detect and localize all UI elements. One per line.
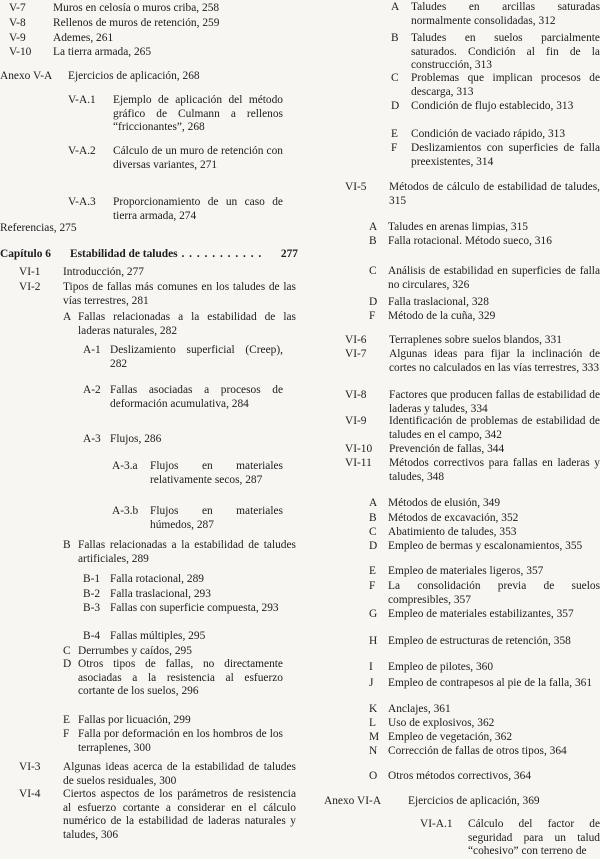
toc-entry-text: Fallas por licuación,: [78, 714, 171, 726]
toc-entry-text: Métodos correctivos para fallas en laderas y taludes,: [389, 457, 600, 483]
toc-entry-number: B: [369, 512, 377, 524]
toc-entry-title: [388, 608, 600, 622]
toc-entry-page: 333: [581, 361, 600, 374]
toc-entry-number: A: [391, 1, 400, 13]
toc-entry-page: 342: [484, 428, 502, 441]
toc-entry-text: Ciertos aspectos de los parámetros de resistencia al esfuerzo cortante a considerar en el cálculo numérico de la estabilidad de laderas naturales y taludes,: [63, 788, 296, 841]
toc-entry-number: B-2: [83, 588, 101, 600]
toc-entry-number: I: [369, 661, 373, 673]
toc-entry-text: Cálculo de un muro de retención con diversas variantes,: [113, 145, 283, 171]
toc-entry-page: 349: [482, 497, 501, 509]
toc-entry-page: 313: [547, 128, 566, 140]
toc-entry-text: Otros tipos de fallas, no directamente asociadas a la resistencia al esfuerzo cortante de los suelos,: [78, 658, 283, 698]
toc-entry-page: 328: [471, 296, 489, 308]
toc-entry-number: Anexo VI-A: [324, 795, 382, 807]
toc-entry-text: Métodos de cálculo de estabilidad de taludes,: [389, 181, 600, 193]
toc-entry-title: [411, 32, 600, 73]
toc-entry-text: Derrumbes y caídos,: [78, 645, 172, 657]
toc-entry-number: A: [369, 497, 378, 509]
toc-entry-title: [53, 32, 298, 46]
toc-entry-page: 361: [574, 677, 593, 689]
toc-entry-number: B-4: [83, 630, 101, 642]
toc-entry-title: [388, 221, 600, 235]
toc-entry-text: Empleo de vegetación,: [388, 731, 493, 743]
toc-entry-title: [388, 770, 600, 784]
toc-entry-number: C: [369, 526, 377, 538]
toc-entry-number: D: [369, 296, 378, 308]
toc-entry-text: Algunas ideas acerca de la estabilidad de taludes de suelos residuales,: [63, 761, 296, 787]
toc-entry-text: Flujos,: [110, 433, 142, 445]
toc-entry-title: [388, 565, 600, 579]
toc-entry-text: Fallas relacionadas a la estabilidad de taludes artificiales,: [78, 539, 296, 565]
toc-entry-page: 287: [196, 518, 214, 531]
toc-entry-title: [389, 415, 600, 442]
toc-entry-page: 282: [159, 324, 178, 337]
toc-entry-title: [411, 1, 600, 28]
toc-entry-page: 314: [476, 155, 494, 168]
toc-entry-number: VI-10: [345, 443, 373, 455]
toc-entry-number: O: [369, 770, 378, 782]
toc-entry-number: Capítulo 6: [0, 248, 51, 260]
toc-entry-text: Rellenos de muros de retención,: [53, 17, 200, 29]
toc-entry-title: [53, 17, 298, 31]
toc-entry-page: 357: [453, 593, 471, 606]
toc-entry-page: 357: [526, 565, 544, 577]
toc-entry-title: [110, 588, 283, 602]
toc-entry-text: Algunas ideas para fijar la inclinación de cortes no calculados en las vías terrestres,: [389, 348, 600, 374]
toc-entry-text: Falla rotacional. Método sueco,: [388, 235, 532, 247]
toc-entry-title: [389, 457, 600, 484]
toc-entry-page: 353: [499, 526, 517, 538]
toc-entry-text: Introducción,: [63, 266, 125, 278]
toc-entry-page: 315: [510, 221, 528, 233]
toc-entry-page: 331: [544, 334, 562, 346]
toc-entry-page: 281: [131, 294, 149, 307]
toc-entry-number: B-1: [83, 573, 101, 585]
toc-entry-text: Referencias,: [0, 222, 57, 234]
toc-entry-title: [70, 248, 298, 262]
toc-entry-number: A: [63, 311, 72, 323]
toc-entry-title: [150, 460, 283, 487]
toc-entry-text: Estabilidad de taludes: [70, 248, 178, 260]
toc-entry-title: [110, 384, 283, 411]
toc-entry-number: V-7: [9, 2, 26, 14]
toc-entry-number: C: [63, 645, 71, 657]
toc-entry-number: VI-9: [345, 415, 367, 427]
toc-entry-text: La consolidación previa de suelos compresibles,: [388, 580, 600, 606]
toc-entry-text: Empleo de materiales ligeros,: [388, 565, 524, 577]
toc-entry-page: 326: [452, 278, 470, 291]
toc-entry-page: 361: [433, 703, 451, 715]
toc-entry-number: E: [63, 714, 70, 726]
toc-entry-page: 369: [522, 795, 540, 807]
toc-entry-page: 265: [133, 46, 152, 58]
toc-entry-number: VI-A.1: [420, 818, 453, 830]
toc-entry-page: 284: [231, 397, 249, 410]
toc-entry-page: 344: [487, 443, 505, 455]
toc-entry-number: VI-6: [345, 334, 367, 346]
toc-entry-title: [388, 580, 600, 607]
toc-entry-page: 300: [159, 774, 177, 787]
toc-entry-title: [408, 795, 600, 809]
toc-entry-number: A: [369, 221, 378, 233]
toc-entry-page: 313: [474, 59, 492, 72]
toc-entry-page: 277: [280, 248, 298, 260]
toc-entry-number: V-8: [9, 17, 26, 29]
toc-entry-number: A-3.a: [112, 460, 138, 472]
toc-entry-number: D: [391, 100, 400, 112]
toc-entry-text: Otros métodos correctivos,: [388, 770, 512, 782]
toc-entry-number: F: [391, 142, 398, 154]
toc-entry-page: 334: [470, 402, 488, 415]
toc-entry-title: [388, 717, 600, 731]
toc-entry-page: 268: [187, 121, 205, 134]
toc-entry-text: Empleo de estructuras de retención,: [388, 635, 551, 647]
toc-entry-number: A-3: [83, 433, 101, 445]
toc-entry-title: [113, 196, 283, 223]
toc-entry-text: Falla rotacional,: [110, 573, 185, 585]
toc-entry-text: Ejercicios de aplicación,: [68, 70, 180, 82]
toc-entry-title: [389, 389, 600, 416]
toc-entry-number: VI-8: [345, 389, 367, 401]
toc-entry-page: 274: [179, 209, 197, 222]
toc-entry-page: 259: [202, 17, 220, 29]
toc-entry-number: F: [369, 580, 376, 592]
toc-entry-page: 358: [553, 635, 571, 647]
toc-entry-title: [113, 145, 283, 172]
toc-entry-text: La tierra armada,: [53, 46, 132, 58]
toc-entry-number: VI-5: [345, 181, 367, 193]
toc-entry-title: [468, 818, 600, 859]
toc-entry-text: Falla traslacional,: [110, 588, 191, 600]
toc-entry-number: J: [369, 677, 374, 689]
toc-entry-number: C: [391, 72, 399, 84]
toc-entry-title: [388, 677, 600, 691]
toc-entry-number: VI-4: [19, 788, 41, 800]
toc-entry-title: [78, 728, 283, 755]
toc-entry-number: VI-3: [19, 761, 41, 773]
toc-entry-text: Empleo de materiales estabilizantes,: [388, 608, 554, 620]
toc-entry-text: Flujos en materiales húmedos,: [150, 505, 283, 531]
toc-entry-page: 313: [456, 85, 474, 98]
toc-entry-title: [78, 311, 296, 338]
toc-entry-title: [411, 142, 600, 169]
toc-entry-page: 293: [261, 602, 279, 614]
toc-entry-page: 289: [186, 573, 204, 585]
toc-entry-title: [389, 443, 600, 457]
toc-entry-title: [388, 745, 600, 759]
toc-entry-page: 289: [131, 552, 149, 565]
toc-entry-page: 299: [173, 714, 191, 726]
toc-entry-number: V-9: [9, 32, 26, 44]
toc-entry-title: [63, 761, 296, 788]
toc-entry-page: 364: [549, 745, 567, 757]
toc-entry-number: B: [63, 539, 71, 551]
toc-entry-page: 287: [245, 473, 263, 486]
toc-entry-text: Abatimiento de taludes,: [388, 526, 497, 538]
toc-entry-page: 296: [181, 685, 199, 698]
toc-entry-text: Condición de vaciado rápido,: [411, 128, 546, 140]
toc-entry-text: Deslizamientos con superficies de falla preexistentes,: [411, 142, 600, 168]
toc-entry-title: [388, 296, 600, 310]
toc-entry-text: Ademes,: [53, 32, 94, 44]
toc-entry-text: Muros en celosía o muros criba,: [53, 2, 200, 14]
toc-entry-number: E: [369, 565, 376, 577]
toc-entry-text: Proporcionamiento de un caso de tierra armada,: [113, 196, 283, 222]
toc-entry-text: Fallas relacionadas a la estabilidad de las laderas naturales,: [78, 311, 296, 337]
toc-entry-title: [110, 573, 283, 587]
toc-entry-title: [388, 497, 600, 511]
toc-entry-page: 268: [182, 70, 200, 82]
toc-entry-page: 271: [200, 158, 218, 171]
toc-entry-text: Identificación de problemas de estabilidad de taludes en el campo,: [389, 415, 600, 441]
toc-entry-page: 315: [389, 194, 407, 207]
toc-entry-text: Análisis de estabilidad en superficies de falla no circulares,: [388, 265, 600, 291]
toc-entry-number: V-10: [9, 46, 32, 58]
toc-entry-number: N: [369, 745, 378, 757]
toc-entry-text: Deslizamiento superficial (Creep),: [110, 344, 283, 356]
toc-entry-text: Anclajes,: [388, 703, 431, 715]
toc-entry-title: [63, 266, 298, 280]
toc-entry-number: D: [369, 540, 378, 552]
toc-entry-text: Empleo de pilotes,: [388, 661, 474, 673]
toc-entry-number: D: [63, 658, 72, 670]
toc-entry-title: [388, 235, 600, 249]
toc-entry-number: A-2: [83, 384, 101, 396]
toc-entry-text: Terraplenes sobre suelos blandos,: [389, 334, 542, 346]
toc-entry-page: 261: [96, 32, 114, 44]
toc-entry-title: [78, 539, 296, 566]
toc-entry-title: [53, 2, 298, 16]
toc-entry-text: Falla por deformación en los hombros de los terraplenes,: [78, 728, 283, 754]
toc-entry-title: [388, 265, 600, 292]
toc-entry-title: [63, 788, 296, 842]
toc-entry-text: Taludes en suelos parcialmente saturados. Condición al fin de la construcción,: [411, 32, 600, 72]
toc-entry-text: Cálculo del factor de seguridad para un talud “cohesivo” con terreno de: [468, 818, 600, 858]
toc-entry-page: 313: [556, 100, 574, 112]
toc-entry-number: B: [391, 32, 399, 44]
toc-entry-text: Empleo de bermas y escalonamientos,: [388, 540, 563, 552]
toc-entry-text: Factores que producen fallas de estabilidad de laderas y taludes,: [389, 389, 600, 415]
toc-entry-title: [53, 46, 298, 60]
toc-entry-text: Ejemplo de aplicación del método gráfico de Culmann a rellenos “friccionantes”,: [113, 94, 283, 134]
toc-entry-text: Empleo de contrapesos al pie de la falla,: [388, 677, 573, 689]
toc-entry-title: [389, 348, 600, 375]
toc-entry-title: [78, 658, 283, 699]
toc-entry-title: [388, 310, 600, 324]
toc-entry-number: Anexo V-A: [0, 70, 53, 82]
toc-entry-number: K: [369, 703, 378, 715]
toc-entry-page: 275: [59, 222, 77, 234]
toc-entry-text: Prevención de fallas,: [389, 443, 485, 455]
toc-entry-number: V-A.1: [68, 94, 96, 106]
toc-entry-title: [78, 714, 283, 728]
toc-entry-text: Problemas que implican procesos de descarga,: [411, 72, 600, 98]
toc-entry-number: L: [369, 717, 376, 729]
toc-entry-page: 286: [144, 433, 162, 445]
toc-entry-number: VI-7: [345, 348, 367, 360]
toc-entry-title: [411, 100, 600, 114]
toc-entry-page: 316: [534, 235, 552, 247]
toc-entry-page: 277: [126, 266, 144, 278]
toc-entry-title: [0, 222, 298, 236]
toc-entry-page: 295: [188, 630, 206, 642]
toc-entry-page: 355: [565, 540, 583, 552]
toc-entry-page: 282: [110, 357, 128, 370]
toc-entry-number: F: [369, 310, 376, 322]
toc-entry-number: B: [369, 235, 377, 247]
toc-entry-number: B-3: [83, 602, 101, 614]
toc-entry-number: V-A.2: [68, 145, 96, 157]
toc-entry-number: VI-11: [345, 457, 372, 469]
toc-entry-title: [389, 334, 600, 348]
toc-entry-page: 348: [426, 470, 445, 483]
toc-entry-number: A-3.b: [112, 505, 139, 517]
toc-entry-page: 258: [202, 2, 220, 14]
toc-entry-page: 362: [494, 731, 513, 743]
toc-entry-page: 364: [513, 770, 532, 782]
toc-entry-page: 362: [477, 717, 495, 729]
toc-entry-title: [388, 512, 600, 526]
toc-entry-number: V-A.3: [68, 196, 96, 208]
toc-entry-text: Uso de explosivos,: [388, 717, 475, 729]
toc-entry-number: F: [63, 728, 70, 740]
toc-entry-text: Métodos de excavación,: [388, 512, 499, 524]
toc-entry-number: A-1: [83, 344, 101, 356]
toc-entry-title: [78, 645, 283, 659]
toc-entry-text: Tipos de fallas más comunes en los taludes de las vías terrestres,: [63, 281, 296, 307]
toc-entry-title: [63, 281, 296, 308]
toc-entry-title: [110, 602, 283, 616]
toc-entry-number: VI-1: [19, 266, 41, 278]
toc-entry-text: Taludes en arenas limpias,: [388, 221, 509, 233]
toc-entry-title: [388, 635, 600, 649]
toc-entry-text: Condición de flujo establecido,: [411, 100, 554, 112]
toc-entry-number: C: [369, 265, 377, 277]
toc-entry-title: [110, 433, 283, 447]
toc-entry-title: [388, 540, 600, 554]
toc-entry-text: Método de la cuña,: [388, 310, 476, 322]
toc-entry-text: Flujos en materiales relativamente secos,: [150, 460, 283, 486]
toc-entry-text: Taludes en arcillas saturadas normalmente consolidadas,: [411, 1, 600, 27]
toc-entry-text: Fallas con superficie compuesta,: [110, 602, 259, 614]
toc-entry-page: 300: [133, 741, 151, 754]
toc-entry-page: 293: [193, 588, 211, 600]
toc-entry-title: [389, 181, 600, 208]
toc-entry-page: 295: [174, 645, 192, 657]
toc-entry-number: H: [369, 635, 378, 647]
toc-entry-title: [388, 661, 600, 675]
toc-entry-title: [113, 94, 283, 135]
toc-entry-title: [411, 128, 600, 142]
dot-leader: . . . . . . . . . . .: [177, 248, 263, 260]
toc-entry-number: VI-2: [19, 281, 41, 293]
toc-entry-page: 360: [475, 661, 494, 673]
toc-entry-title: [110, 344, 283, 371]
toc-entry-title: [110, 630, 283, 644]
toc-entry-title: [68, 70, 298, 84]
toc-entry-number: E: [391, 128, 398, 140]
toc-entry-number: G: [369, 608, 378, 620]
toc-entry-text: Fallas múltiples,: [110, 630, 186, 642]
toc-entry-text: Falla traslacional,: [388, 296, 469, 308]
toc-entry-text: Ejercicios de aplicación,: [408, 795, 520, 807]
toc-entry-page: 352: [501, 512, 519, 524]
toc-entry-number: M: [369, 731, 380, 743]
toc-entry-page: 306: [100, 828, 119, 841]
toc-entry-page: 329: [478, 310, 496, 322]
toc-entry-page: 357: [556, 608, 574, 620]
toc-entry-title: [388, 526, 600, 540]
toc-entry-title: [388, 703, 600, 717]
toc-entry-text: Métodos de elusión,: [388, 497, 481, 509]
toc-entry-title: [411, 72, 600, 99]
toc-entry-text: Fallas asociadas a procesos de deformación acumulativa,: [110, 384, 283, 410]
toc-entry-text: Corrección de fallas de otros tipos,: [388, 745, 547, 757]
toc-entry-page: 312: [538, 14, 556, 27]
toc-entry-title: [150, 505, 283, 532]
toc-entry-title: [388, 731, 600, 745]
